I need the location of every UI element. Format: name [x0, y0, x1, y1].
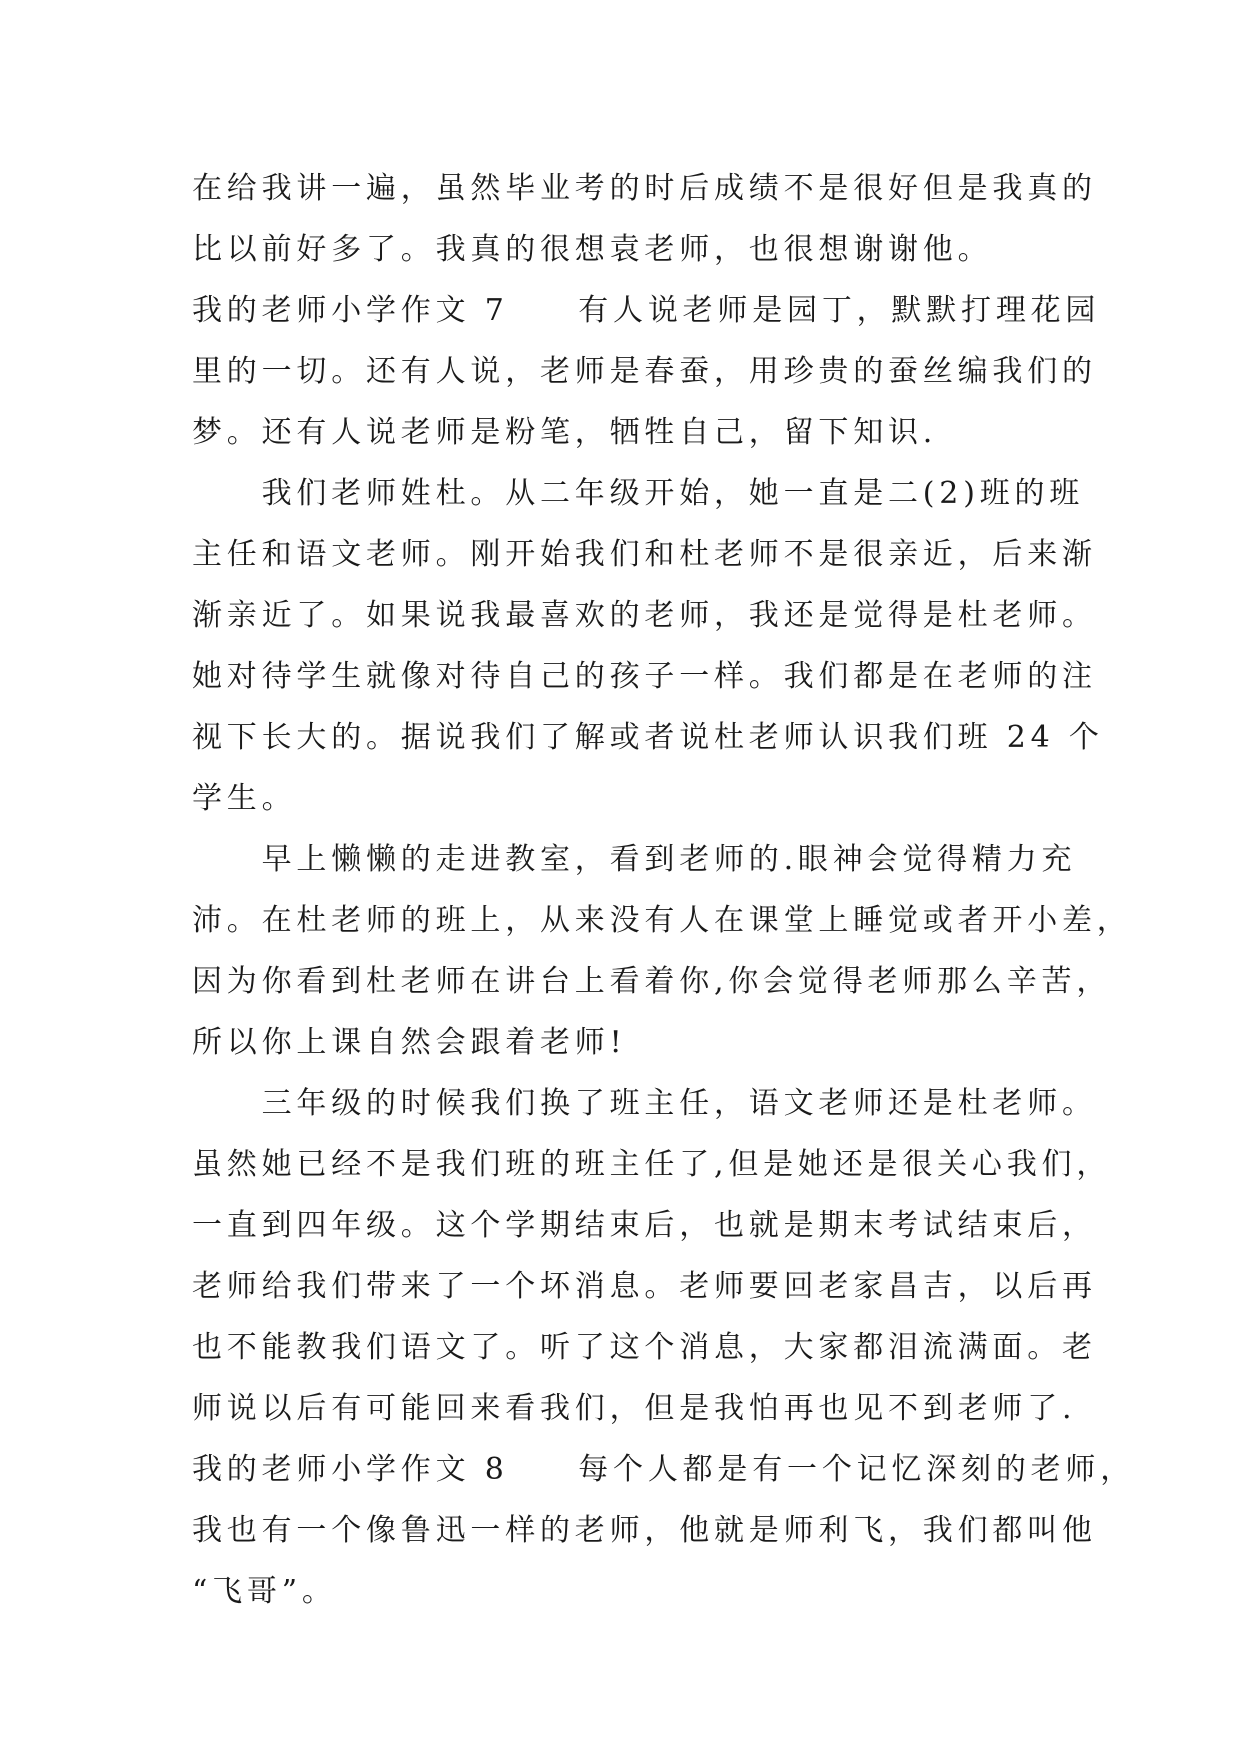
text-line: 我也有一个像鲁迅一样的老师，他就是师利飞，我们都叫他 — [192, 1513, 1097, 1548]
text-line: 比以前好多了。我真的很想袁老师，也很想谢谢他。 — [192, 232, 993, 267]
text-line: 所以你上课自然会跟着老师! — [192, 1025, 627, 1060]
text-line: 早上懒懒的走进教室，看到老师的.眼神会觉得精力充 — [192, 842, 1077, 877]
text-line: 在给我讲一遍，虽然毕业考的时后成绩不是很好但是我真的 — [192, 171, 1097, 206]
text-line: 里的一切。还有人说，老师是春蚕，用珍贵的蚕丝编我们的 — [192, 354, 1097, 389]
text-line: 主任和语文老师。刚开始我们和杜老师不是很亲近，后来渐 — [192, 537, 1097, 572]
text-line: 学生。 — [192, 781, 297, 816]
text-line: 我们老师姓杜。从二年级开始，她一直是二(2)班的班 — [192, 476, 1085, 511]
essay-heading-line: 我的老师小学作文 8 每个人都是有一个记忆深刻的老师， — [192, 1452, 1136, 1487]
text-line: 三年级的时候我们换了班主任，语文老师还是杜老师。 — [192, 1086, 1097, 1121]
text-line: 视下长大的。据说我们了解或者说杜老师认识我们班 24 个 — [192, 720, 1104, 755]
text-line: 一直到四年级。这个学期结束后，也就是期末考试结束后， — [192, 1208, 1097, 1243]
text-line: 渐亲近了。如果说我最喜欢的老师，我还是觉得是杜老师。 — [192, 598, 1097, 633]
text-line: 也不能教我们语文了。听了这个消息，大家都泪流满面。老 — [192, 1330, 1097, 1365]
essay-text — [192, 158, 1136, 1622]
text-line: 老师给我们带来了一个坏消息。老师要回老家昌吉，以后再 — [192, 1269, 1097, 1304]
text-line: “飞哥”。 — [192, 1574, 337, 1609]
text-line: 她对待学生就像对待自己的孩子一样。我们都是在老师的注 — [192, 659, 1097, 694]
essay-heading-line: 我的老师小学作文 7 有人说老师是园丁，默默打理花园 — [192, 293, 1101, 328]
text-line: 梦。还有人说老师是粉笔，牺牲自己，留下知识. — [192, 415, 938, 450]
text-line: 虽然她已经不是我们班的班主任了,但是她还是很关心我们， — [192, 1147, 1112, 1182]
text-line: 沛。在杜老师的班上，从来没有人在课堂上睡觉或者开小差， — [192, 903, 1132, 938]
text-line: 师说以后有可能回来看我们，但是我怕再也见不到老师了. — [192, 1391, 1077, 1426]
text-line: 因为你看到杜老师在讲台上看着你,你会觉得老师那么辛苦， — [192, 964, 1112, 999]
